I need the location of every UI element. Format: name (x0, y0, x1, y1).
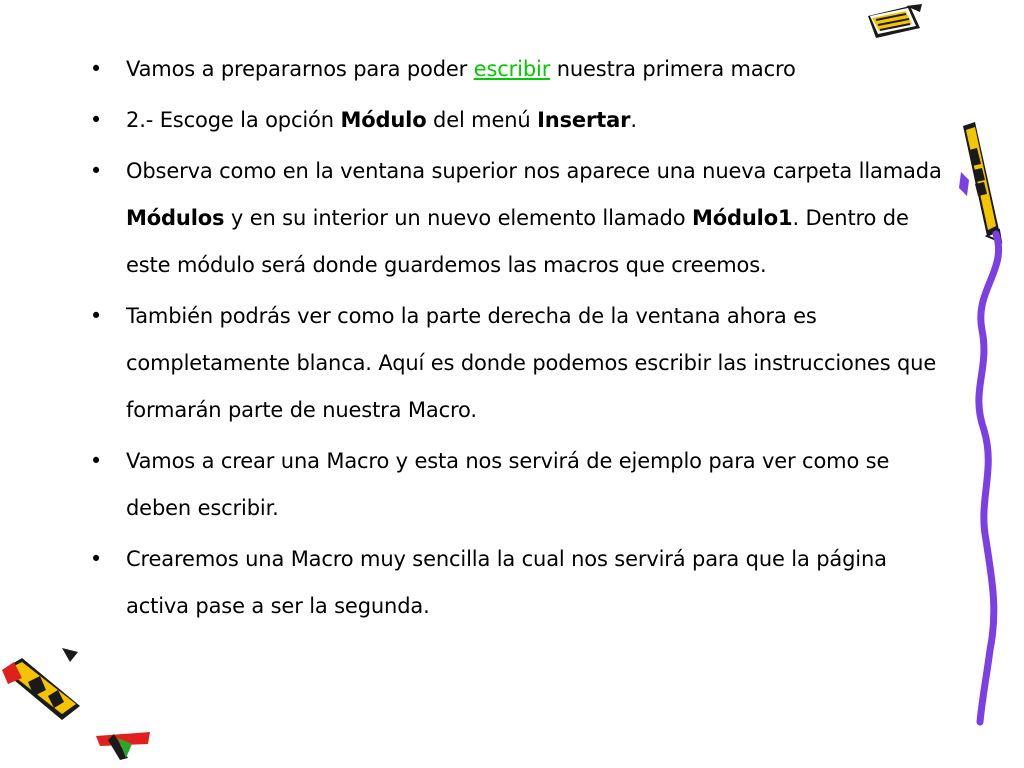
bullet-item (86, 438, 946, 532)
bullet-text: nuestra primera macro (550, 57, 796, 81)
bullet-bold-text: Módulo1 (691, 206, 793, 230)
bullet-item (86, 148, 946, 289)
bullet-marker: • (89, 159, 103, 183)
squiggle-line-decoration (960, 230, 1010, 730)
notepad-icon (862, 2, 924, 40)
pencil-icon (955, 120, 1005, 245)
bullet-text: 2.- Escoge la opción (126, 108, 341, 132)
bullet-item (86, 46, 946, 93)
bullet-text: . Dentro de este módulo será donde guardemos las macros que creemos. (126, 206, 909, 277)
bullet-text: Vamos a prepararnos para poder (126, 57, 474, 81)
bullet-marker: • (89, 449, 103, 473)
bullet-text: Observa como en la ventana superior nos aparece una nueva carpeta llamada (126, 159, 942, 183)
bullet-marker: • (89, 547, 103, 571)
bullet-bold-text: Módulos (126, 206, 225, 230)
bullet-text: Crearemos una Macro muy sencilla la cual nos servirá para que la página activa pase a ser la segunda. (126, 547, 887, 618)
escribir-link[interactable]: escribir (473, 57, 551, 81)
bullet-text: Vamos a crear una Macro y esta nos servirá de ejemplo para ver como se deben escribir. (126, 449, 890, 520)
bullet-item (86, 536, 946, 630)
bullet-bold-text: Módulo (340, 108, 427, 132)
bullet-text: También podrás ver como la parte derecha de la ventana ahora es completamente blanca. Aquí es donde podemos escribir las instrucciones que formarán parte de nuestra Macro. (126, 304, 937, 422)
bullet-list (86, 46, 946, 634)
bullet-item (86, 97, 946, 144)
bullet-marker: • (89, 57, 103, 81)
bullet-item (86, 293, 946, 434)
bullet-text: . (630, 108, 637, 132)
bullet-text: y en su interior un nuevo elemento llamado (224, 206, 692, 230)
bullet-bold-text: Insertar (537, 108, 631, 132)
bullet-text: del menú (426, 108, 538, 132)
bullet-marker: • (89, 108, 103, 132)
bullet-marker: • (89, 304, 103, 328)
pencil-icon (0, 648, 150, 760)
